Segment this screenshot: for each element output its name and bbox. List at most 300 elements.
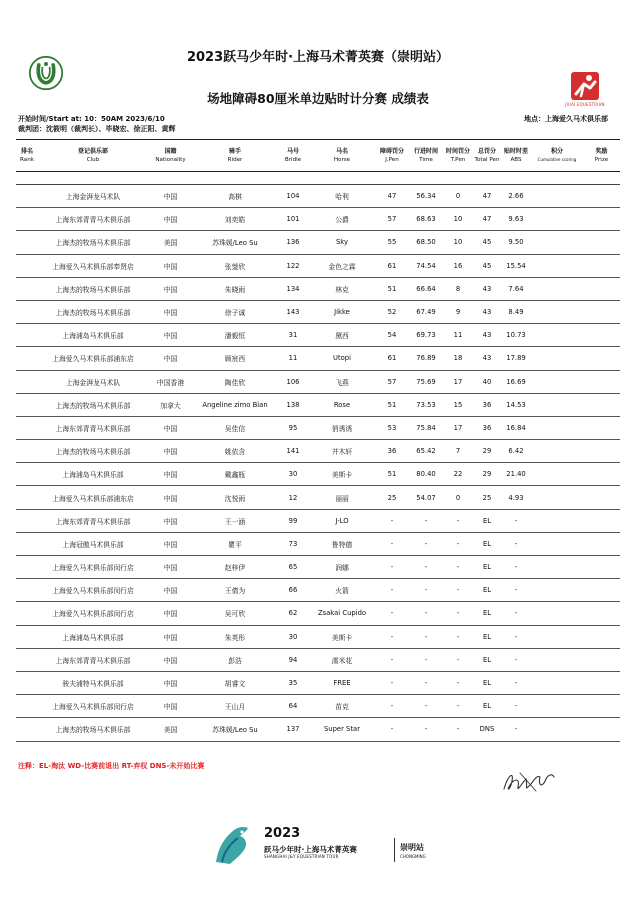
cell-score <box>531 277 583 300</box>
column-header-en: Horse <box>333 156 351 163</box>
cell-time: 67.49 <box>409 300 443 323</box>
cell-jpen: 57 <box>375 208 409 231</box>
table-row <box>16 509 620 532</box>
table-row <box>16 208 620 231</box>
cell-rider: 吴可欣 <box>193 602 277 625</box>
cell-horse: 润娜 <box>309 556 375 579</box>
cell-tpen: - <box>443 532 473 555</box>
column-header <box>375 140 409 172</box>
cell-bridle: 30 <box>277 463 309 486</box>
cell-time: - <box>409 509 443 532</box>
table-spacer-row <box>16 172 620 185</box>
cell-rank <box>16 671 38 694</box>
cell-club: 上海杰的牧场马术俱乐部 <box>38 300 148 323</box>
cell-bridle: 73 <box>277 532 309 555</box>
cell-club: 上海杰的牧场马术俱乐部 <box>38 231 148 254</box>
cell-total: 36 <box>473 393 501 416</box>
cell-prize <box>583 463 620 486</box>
cell-score <box>531 208 583 231</box>
cell-prize <box>583 324 620 347</box>
column-header <box>583 140 620 172</box>
cell-club: 上海浦岛马术俱乐部 <box>38 463 148 486</box>
cell-bridle: 99 <box>277 509 309 532</box>
cell-abs: - <box>501 556 531 579</box>
cell-tpen: 0 <box>443 486 473 509</box>
cell-horse: J-LO <box>309 509 375 532</box>
cell-abs: - <box>501 695 531 718</box>
cell-prize <box>583 370 620 393</box>
cell-club: 上海浦岛马术俱乐部 <box>38 324 148 347</box>
table-row <box>16 185 620 208</box>
cell-abs: - <box>501 625 531 648</box>
cell-tpen: - <box>443 509 473 532</box>
table-row <box>16 277 620 300</box>
cell-time: 73.53 <box>409 393 443 416</box>
cell-nat: 中国 <box>148 300 193 323</box>
cell-abs: - <box>501 509 531 532</box>
cell-nat: 美国 <box>148 231 193 254</box>
cell-bridle: 11 <box>277 347 309 370</box>
cell-time: 68.50 <box>409 231 443 254</box>
cell-club: 上海东郊青青马术俱乐部 <box>38 509 148 532</box>
cell-abs: - <box>501 579 531 602</box>
column-header-cn: 总罚分 <box>477 147 496 155</box>
cell-horse: 濡米花 <box>309 648 375 671</box>
cell-time: 56.34 <box>409 185 443 208</box>
cell-rank <box>16 695 38 718</box>
column-header-cn: 骑手 <box>228 147 241 155</box>
signature-image <box>500 765 558 795</box>
cell-score <box>531 602 583 625</box>
cell-nat: 中国 <box>148 347 193 370</box>
column-header-en: T.Pen <box>450 156 466 163</box>
cell-prize <box>583 185 620 208</box>
cell-horse: FREE <box>309 671 375 694</box>
cell-jpen: - <box>375 556 409 579</box>
cell-club: 上海冠傲马术俱乐部 <box>38 532 148 555</box>
cell-nat: 中国 <box>148 185 193 208</box>
cell-score <box>531 625 583 648</box>
cell-bridle: 12 <box>277 486 309 509</box>
column-header-cn: 国籍 <box>164 147 177 155</box>
cell-bridle: 106 <box>277 370 309 393</box>
cell-bridle: 136 <box>277 231 309 254</box>
cell-time: 75.69 <box>409 370 443 393</box>
cell-club: 上海爱久马术俱乐部浦东店 <box>38 347 148 370</box>
table-row <box>16 486 620 509</box>
cell-time: - <box>409 579 443 602</box>
cell-horse: 美斯卡 <box>309 463 375 486</box>
cell-jpen: - <box>375 718 409 741</box>
cell-time: - <box>409 532 443 555</box>
cell-total: EL <box>473 602 501 625</box>
cell-nat: 加拿大 <box>148 393 193 416</box>
cell-tpen: - <box>443 556 473 579</box>
cell-bridle: 62 <box>277 602 309 625</box>
cell-horse: 丽丽 <box>309 486 375 509</box>
table-row <box>16 625 620 648</box>
cell-club: 上海东郊青青马术俱乐部 <box>38 208 148 231</box>
cell-horse: Rose <box>309 393 375 416</box>
cell-club: 上海杰的牧场马术俱乐部 <box>38 440 148 463</box>
cell-nat: 中国 <box>148 440 193 463</box>
cell-rank <box>16 556 38 579</box>
cell-time: - <box>409 671 443 694</box>
column-header-en: Time <box>419 156 433 163</box>
cell-jpen: - <box>375 509 409 532</box>
cell-club: 上海金湃龙马术队 <box>38 185 148 208</box>
cell-nat: 中国 <box>148 254 193 277</box>
cell-time: - <box>409 625 443 648</box>
cell-horse: Utopi <box>309 347 375 370</box>
cell-score <box>531 231 583 254</box>
cell-club: 上海杰的牧场马术俱乐部 <box>38 393 148 416</box>
cell-nat: 中国 <box>148 648 193 671</box>
column-header-cn: 积分 <box>550 147 563 155</box>
cell-rank <box>16 208 38 231</box>
footer-site: 崇明站 <box>400 843 424 852</box>
cell-score <box>531 347 583 370</box>
cell-score <box>531 532 583 555</box>
cell-bridle: 143 <box>277 300 309 323</box>
cell-total: EL <box>473 579 501 602</box>
cell-rider: 徐子诚 <box>193 300 277 323</box>
cell-jpen: 47 <box>375 185 409 208</box>
cell-total: 36 <box>473 416 501 439</box>
cell-rider: 朱英彤 <box>193 625 277 648</box>
column-header <box>16 140 38 172</box>
cell-abs: 4.93 <box>501 486 531 509</box>
cell-prize <box>583 231 620 254</box>
cell-rider: 顾宸西 <box>193 347 277 370</box>
judges: 裁判团：沈筱明（裁判长）、毕晓宏、徐正阳、黄辉 <box>18 125 176 133</box>
cell-score <box>531 648 583 671</box>
table-header-row <box>16 140 620 172</box>
table-row <box>16 324 620 347</box>
cell-horse: 苗克 <box>309 695 375 718</box>
cell-tpen: - <box>443 671 473 694</box>
cell-score <box>531 718 583 741</box>
cell-total: 47 <box>473 185 501 208</box>
cell-prize <box>583 556 620 579</box>
cell-score <box>531 393 583 416</box>
table-row <box>16 393 620 416</box>
cell-tpen: 8 <box>443 277 473 300</box>
cell-jpen: 52 <box>375 300 409 323</box>
column-header <box>443 140 473 172</box>
cell-horse: 火箭 <box>309 579 375 602</box>
column-header-cn: 贴时时差 <box>503 147 528 155</box>
cell-bridle: 95 <box>277 416 309 439</box>
cell-bridle: 31 <box>277 324 309 347</box>
cell-total: EL <box>473 532 501 555</box>
cell-bridle: 65 <box>277 556 309 579</box>
cell-abs: 21.40 <box>501 463 531 486</box>
cell-time: 74.54 <box>409 254 443 277</box>
cell-score <box>531 463 583 486</box>
cell-abs: - <box>501 718 531 741</box>
cell-rider: 朱晓雨 <box>193 277 277 300</box>
cell-abs: 15.54 <box>501 254 531 277</box>
cell-abs: 16.84 <box>501 416 531 439</box>
cell-tpen: 0 <box>443 185 473 208</box>
cell-tpen: 10 <box>443 208 473 231</box>
cell-jpen: 55 <box>375 231 409 254</box>
column-header-en: Cumulative scoring <box>537 156 577 162</box>
cell-abs: 6.42 <box>501 440 531 463</box>
cell-prize <box>583 416 620 439</box>
cell-total: 25 <box>473 486 501 509</box>
cell-rider: 王一涵 <box>193 509 277 532</box>
cell-horse: 金色之霖 <box>309 254 375 277</box>
cell-jpen: - <box>375 602 409 625</box>
brand-logo-text: JIUAI EQUESTRIAN <box>565 102 605 107</box>
cell-rank <box>16 602 38 625</box>
cell-prize <box>583 440 620 463</box>
cell-prize <box>583 648 620 671</box>
cell-club: 上海爱久马术俱乐部闵行店 <box>38 556 148 579</box>
table-row <box>16 695 620 718</box>
cell-tpen: - <box>443 648 473 671</box>
cell-abs: 2.66 <box>501 185 531 208</box>
cell-horse: Jikke <box>309 300 375 323</box>
cell-time: 65.42 <box>409 440 443 463</box>
cell-total: DNS <box>473 718 501 741</box>
cell-jpen: - <box>375 695 409 718</box>
column-header-en: Prize <box>594 156 609 163</box>
cell-rank <box>16 393 38 416</box>
cell-rank <box>16 486 38 509</box>
cell-club: 上海爱久马术俱乐部浦东店 <box>38 486 148 509</box>
cell-total: 29 <box>473 463 501 486</box>
cell-score <box>531 300 583 323</box>
cell-prize <box>583 718 620 741</box>
table-row <box>16 416 620 439</box>
cell-club: 上海杰的牧场马术俱乐部 <box>38 277 148 300</box>
cell-time: - <box>409 602 443 625</box>
cell-rank <box>16 254 38 277</box>
cell-tpen: 11 <box>443 324 473 347</box>
cell-nat: 中国 <box>148 208 193 231</box>
cell-prize <box>583 579 620 602</box>
cell-total: 40 <box>473 370 501 393</box>
cell-score <box>531 556 583 579</box>
cell-tpen: 17 <box>443 416 473 439</box>
cell-nat: 中国 <box>148 486 193 509</box>
cell-score <box>531 579 583 602</box>
start-time: 开始时间/Start at: 10：50AM 2023/6/10 <box>18 115 165 123</box>
column-header-cn: 马号 <box>286 147 299 155</box>
cell-rider: 赵梓伊 <box>193 556 277 579</box>
cell-score <box>531 254 583 277</box>
cell-jpen: 54 <box>375 324 409 347</box>
cell-jpen: 57 <box>375 370 409 393</box>
cell-club: 上海爱久马术俱乐部闵行店 <box>38 695 148 718</box>
cell-rider: 苏珠媛/Leo Su <box>193 718 277 741</box>
cell-rank <box>16 718 38 741</box>
cell-nat: 中国 <box>148 556 193 579</box>
cell-time: - <box>409 695 443 718</box>
table-row <box>16 440 620 463</box>
cell-prize <box>583 393 620 416</box>
table-row <box>16 556 620 579</box>
cell-abs: - <box>501 671 531 694</box>
cell-total: 45 <box>473 231 501 254</box>
cell-horse: Super Star <box>309 718 375 741</box>
cell-club: 上海东郊青青马术俱乐部 <box>38 416 148 439</box>
cell-total: EL <box>473 648 501 671</box>
cell-prize <box>583 509 620 532</box>
cell-rank <box>16 463 38 486</box>
table-row <box>16 463 620 486</box>
column-header <box>409 140 443 172</box>
cell-nat: 中国 <box>148 625 193 648</box>
cell-jpen: - <box>375 671 409 694</box>
cell-prize <box>583 300 620 323</box>
cell-score <box>531 671 583 694</box>
cell-rank <box>16 370 38 393</box>
cell-horse: 鲁特德 <box>309 532 375 555</box>
cell-prize <box>583 277 620 300</box>
cell-nat: 中国 <box>148 463 193 486</box>
cell-rider: 陶佳欣 <box>193 370 277 393</box>
cell-total: 43 <box>473 324 501 347</box>
cell-total: 47 <box>473 208 501 231</box>
cell-horse: 井木轩 <box>309 440 375 463</box>
cell-horse: 飞燕 <box>309 370 375 393</box>
cell-total: 29 <box>473 440 501 463</box>
cell-rank <box>16 185 38 208</box>
cell-abs: 16.69 <box>501 370 531 393</box>
cell-rider: 潘毅恒 <box>193 324 277 347</box>
cell-tpen: 10 <box>443 231 473 254</box>
table-row <box>16 370 620 393</box>
column-header-cn: 行进时间 <box>413 147 438 155</box>
table-row <box>16 347 620 370</box>
column-header-en: Bridle <box>284 156 302 163</box>
cell-rank <box>16 416 38 439</box>
table-row <box>16 532 620 555</box>
cell-club: 上海杰的牧场马术俱乐部 <box>38 718 148 741</box>
cell-abs: - <box>501 532 531 555</box>
cell-time: - <box>409 556 443 579</box>
cell-time: - <box>409 718 443 741</box>
results-table <box>16 139 620 742</box>
footer-year: 2023 <box>264 826 301 841</box>
cell-horse: Sky <box>309 231 375 254</box>
cell-prize <box>583 486 620 509</box>
cell-horse: 美斯卡 <box>309 625 375 648</box>
cell-nat: 中国 <box>148 602 193 625</box>
cell-tpen: - <box>443 718 473 741</box>
column-header <box>473 140 501 172</box>
footer-site-en: CHONGMING <box>400 854 426 859</box>
cell-tpen: 15 <box>443 393 473 416</box>
cell-rider: 沈悦雨 <box>193 486 277 509</box>
cell-rider: 高棋 <box>193 185 277 208</box>
column-header <box>309 140 375 172</box>
cell-rank <box>16 324 38 347</box>
column-header-en: Rider <box>227 156 243 163</box>
table-row <box>16 671 620 694</box>
cell-score <box>531 185 583 208</box>
cell-tpen: - <box>443 695 473 718</box>
cell-prize <box>583 602 620 625</box>
cell-jpen: - <box>375 532 409 555</box>
cell-tpen: 18 <box>443 347 473 370</box>
column-header <box>148 140 193 172</box>
cell-club: 上海爱久马术俱乐部闵行店 <box>38 579 148 602</box>
cell-rank <box>16 625 38 648</box>
cell-tpen: - <box>443 579 473 602</box>
column-header-en: Nationality <box>155 156 186 163</box>
cell-club: 上海爱久马术俱乐部奉贤店 <box>38 254 148 277</box>
cell-rider: Angeline zimo Bian <box>193 393 277 416</box>
column-header-en: Rank <box>20 156 34 163</box>
cell-bridle: 66 <box>277 579 309 602</box>
cell-bridle: 94 <box>277 648 309 671</box>
cell-jpen: 61 <box>375 254 409 277</box>
cell-rank <box>16 440 38 463</box>
cell-tpen: - <box>443 602 473 625</box>
cell-time: 66.64 <box>409 277 443 300</box>
cell-tpen: 7 <box>443 440 473 463</box>
cell-jpen: 53 <box>375 416 409 439</box>
column-header-cn: 奖励 <box>595 147 608 155</box>
cell-bridle: 101 <box>277 208 309 231</box>
cell-prize <box>583 254 620 277</box>
cell-jpen: 25 <box>375 486 409 509</box>
cell-horse: 林克 <box>309 277 375 300</box>
cell-abs: 9.63 <box>501 208 531 231</box>
cell-score <box>531 486 583 509</box>
cell-abs: - <box>501 648 531 671</box>
venue: 地点：上海爱久马术俱乐部 <box>524 115 608 123</box>
cell-bridle: 30 <box>277 625 309 648</box>
cell-bridle: 122 <box>277 254 309 277</box>
footer-divider <box>394 838 395 862</box>
cell-score <box>531 695 583 718</box>
cell-tpen: 16 <box>443 254 473 277</box>
cell-bridle: 141 <box>277 440 309 463</box>
cell-score <box>531 440 583 463</box>
cell-prize <box>583 347 620 370</box>
cell-bridle: 138 <box>277 393 309 416</box>
cell-total: EL <box>473 695 501 718</box>
cell-total: EL <box>473 625 501 648</box>
cell-score <box>531 370 583 393</box>
column-header <box>501 140 531 172</box>
horse-head-icon <box>208 822 258 866</box>
cell-club: 上海金湃龙马术队 <box>38 370 148 393</box>
cell-prize <box>583 208 620 231</box>
cell-total: EL <box>473 509 501 532</box>
cell-horse: Zsakai Cupido <box>309 602 375 625</box>
cell-jpen: 36 <box>375 440 409 463</box>
cell-nat: 中国 <box>148 277 193 300</box>
cell-time: 54.07 <box>409 486 443 509</box>
cell-jpen: - <box>375 625 409 648</box>
cell-abs: 17.89 <box>501 347 531 370</box>
cell-time: 76.89 <box>409 347 443 370</box>
cell-total: EL <box>473 671 501 694</box>
cell-abs: 9.50 <box>501 231 531 254</box>
cell-bridle: 64 <box>277 695 309 718</box>
document-subtitle: 场地障碍80厘米单边贴时计分赛 成绩表 <box>207 91 429 106</box>
cell-rank <box>16 231 38 254</box>
table-row <box>16 300 620 323</box>
cell-nat: 中国 <box>148 579 193 602</box>
